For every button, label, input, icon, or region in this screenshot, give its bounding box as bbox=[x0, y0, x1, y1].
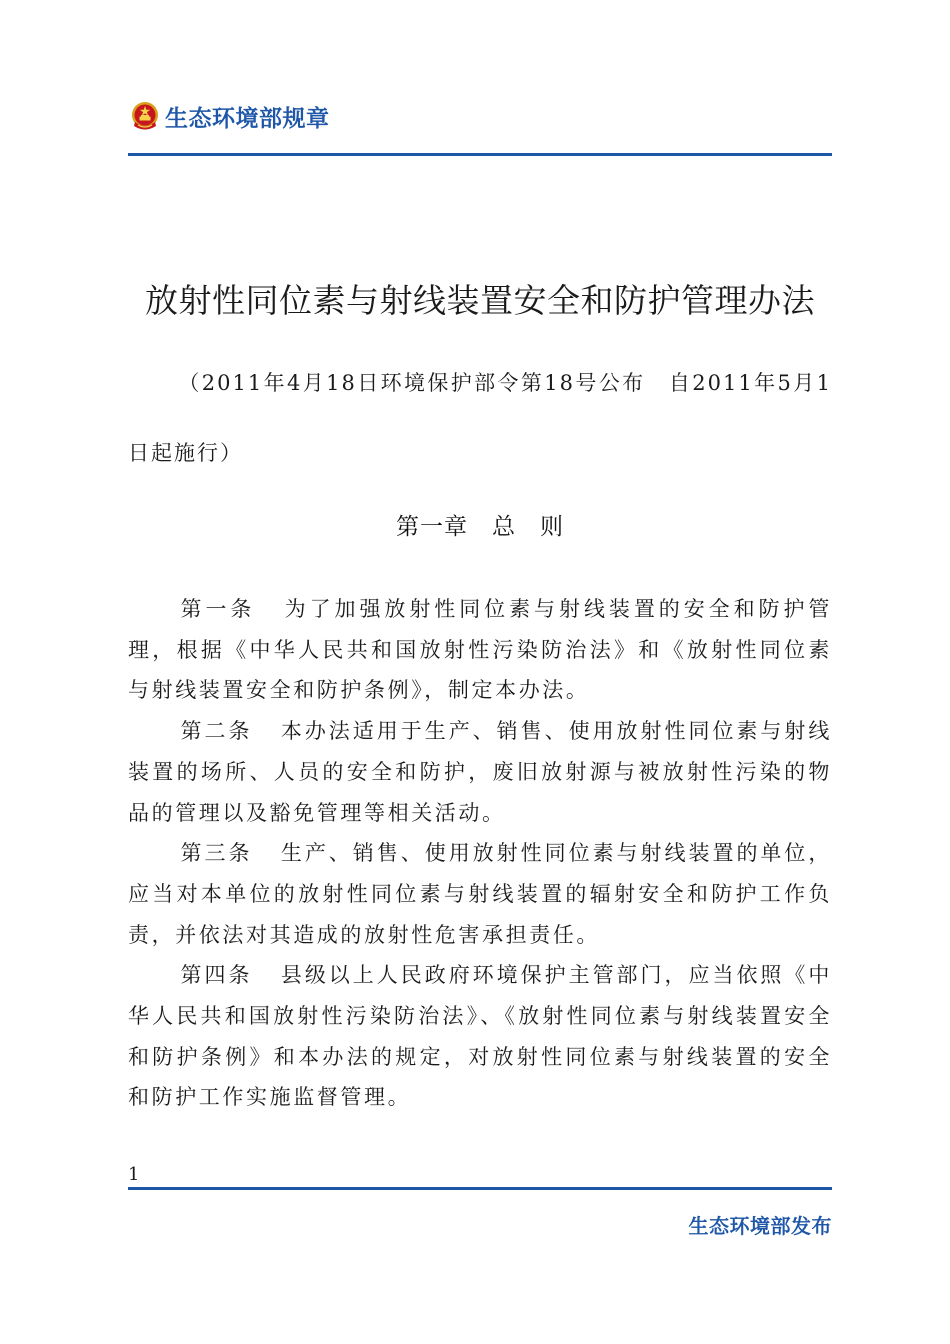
article-4 bbox=[128, 955, 832, 1118]
article-text: 县级以上人民政府环境保护主管部门，应当依照《中华人民共和国放射性污染防治法》、《放射性同位素与射线装置安全和防护条例》和本办法的规定，对放射性同位素与射线装置的安全和防护工作实施监督管理。 bbox=[128, 963, 832, 1110]
footer-divider bbox=[128, 1187, 832, 1190]
header-title: 生态环境部规章 bbox=[165, 106, 330, 132]
footer-publisher: 生态环境部发布 bbox=[688, 1214, 832, 1238]
national-emblem-icon bbox=[129, 100, 161, 134]
document-subtitle: （2011年4月18日环境保护部令第18号公布 自2011年5月1日起施行） bbox=[128, 371, 832, 465]
article-number: 第一条 bbox=[180, 597, 256, 621]
article-list bbox=[128, 589, 832, 1118]
article-number: 第四条 bbox=[180, 963, 253, 988]
article-text: 本办法适用于生产、销售、使用放射性同位素与射线装置的场所、人员的安全和防护，废旧放射源与被放射性污染的物品的管理以及豁免管理等相关活动。 bbox=[128, 719, 832, 825]
article-text: 为了加强放射性同位素与射线装置的安全和防护管理，根据《中华人民共和国放射性污染防治法》和《放射性同位素与射线装置安全和防护条例》，制定本办法。 bbox=[128, 597, 832, 703]
header-divider bbox=[128, 153, 832, 156]
article-text: 生产、销售、使用放射性同位素与射线装置的单位，应当对本单位的放射性同位素与射线装置的辐射安全和防护工作负责，并依法对其造成的放射性危害承担责任。 bbox=[128, 841, 832, 947]
article-1 bbox=[128, 589, 832, 711]
article-number: 第三条 bbox=[180, 841, 253, 866]
page-number: 1 bbox=[128, 1164, 140, 1185]
chapter-heading: 第一章 总 则 bbox=[396, 514, 564, 540]
article-2 bbox=[128, 711, 832, 833]
article-3 bbox=[128, 833, 832, 955]
article-number: 第二条 bbox=[180, 719, 253, 744]
document-title: 放射性同位素与射线装置安全和防护管理办法 bbox=[145, 281, 815, 320]
